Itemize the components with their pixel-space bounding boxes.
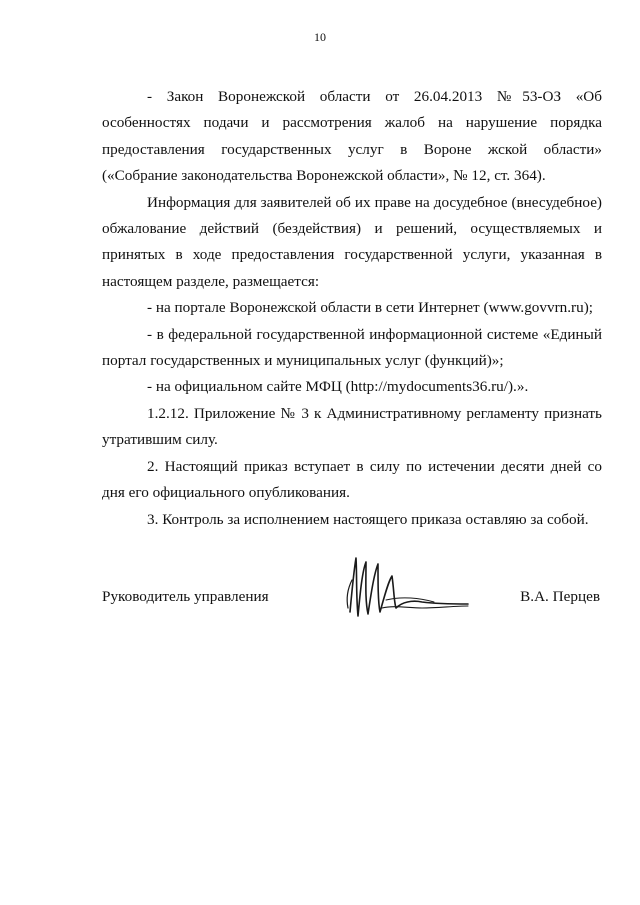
signature-block (102, 586, 602, 616)
signatory-name: В.А. Перцев (520, 588, 600, 605)
paragraph-portal-region: - на портале Воронежской области в сети Интернет (www.govvrn.ru); (147, 299, 593, 317)
page-number: 10 (314, 30, 326, 44)
signatory-title: Руководитель управления (102, 588, 269, 605)
paragraph-appendix-void: 1.2.12. Приложение № 3 к Административному регламенту признать утратившим силу. (102, 404, 602, 449)
paragraph-law-reference: - Закон Воронежской области от 26.04.2013 №53-ОЗ «Об особенностях подачи и рассмотрения жалоб на нарушение порядка предоставления государственных услуг в Вороне жской области» («Собрание законодательства Воронежской области», № 12, ст. 364). (102, 88, 602, 185)
paragraph-mfc-site: - на официальном сайте МФЦ (http://mydocuments36.ru/).». (147, 378, 529, 396)
paragraph-appeal-info: Информация для заявителей об их праве на досудебное (внесудебное) обжалование действий (бездействия) и решений, осуществляемых и принятых в ходе предоставления государственной услуги, указанная в настоящем разделе, размещается: (102, 193, 602, 290)
document-body (102, 84, 602, 533)
paragraph-portal-federal: - в федеральной государственной информационной системе «Единый портал государственных и муниципальных услуг (функций)»; (102, 325, 602, 370)
paragraph-effective-date: 2. Настоящий приказ вступает в силу по истечении десяти дней со дня его официального опубликования. (102, 457, 602, 502)
paragraph-control: 3. Контроль за исполнением настоящего приказа оставляю за собой. (147, 510, 589, 528)
